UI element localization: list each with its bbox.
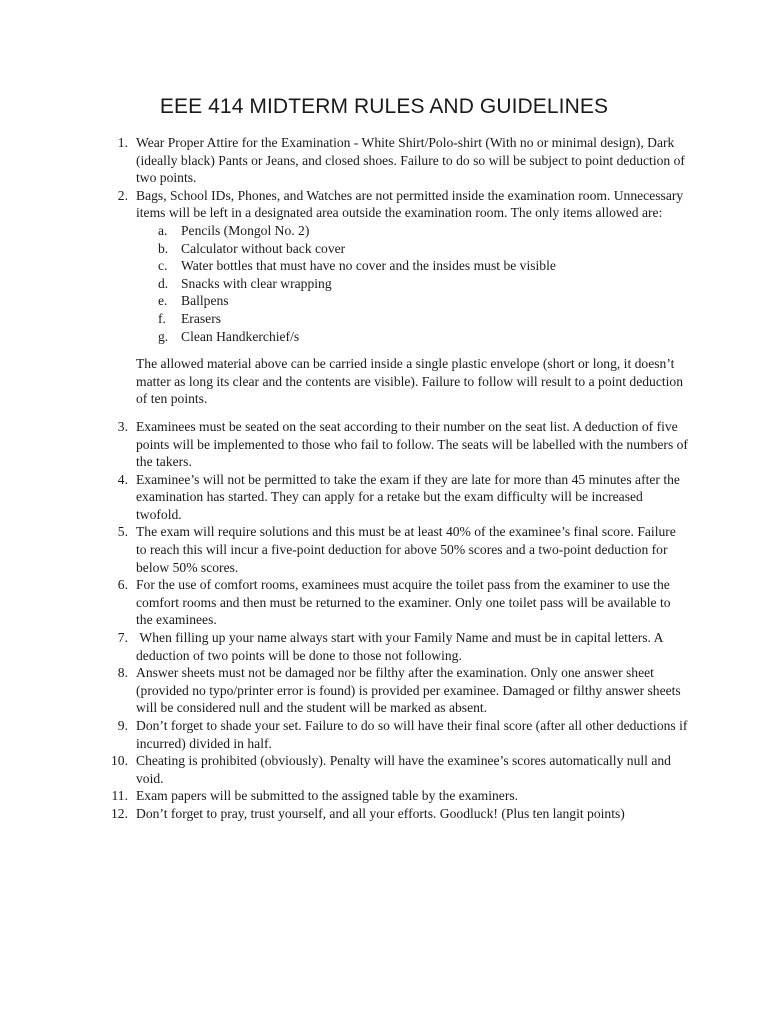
allowed-item-text: Ballpens	[181, 293, 229, 309]
rule-number: 1.	[117, 135, 128, 150]
rule-item	[0, 134, 768, 187]
rule-item	[0, 418, 768, 471]
allowed-item-text: Clean Handkerchief/s	[181, 328, 300, 344]
rule-item	[0, 576, 768, 629]
rule-number: 6.	[117, 577, 128, 593]
allowed-item	[136, 292, 688, 310]
rules-list	[0, 134, 768, 823]
rule-text: Examinees must be seated on the seat according to their number on the seat list. A deduction of five points will be implemented to those who fail to follow. The seats will be labelled with the numbers of the takers.	[136, 418, 688, 470]
rule-number: 4.	[117, 471, 128, 487]
allowed-item-text: Calculator without back cover	[181, 240, 346, 256]
rule-text: For the use of comfort rooms, examinees must acquire the toilet pass from the examiner to use the comfort rooms and then must be returned to the examiner. Only one toilet pass will be available to the examinees.	[136, 577, 671, 628]
rule-text: Exam papers will be submitted to the assigned table by the examiners.	[136, 788, 519, 804]
rule-text: Don’t forget to shade your set. Failure to do so will have their final score (after all other deductions if incurred) divided in half.	[136, 718, 688, 751]
rule-item	[0, 187, 768, 408]
allowed-item-text: Pencils (Mongol No. 2)	[181, 222, 310, 238]
rule-text: Don’t forget to pray, trust yourself, and all your efforts. Goodluck! (Plus ten langit points)	[136, 805, 625, 821]
allowed-item-letter: f.	[158, 310, 166, 326]
allowed-item-letter: d.	[158, 275, 169, 291]
allowed-item	[136, 240, 688, 258]
rule-number: 7.	[117, 630, 128, 646]
rule-item	[0, 664, 768, 717]
rule-text: The exam will require solutions and this must be at least 40% of the examinee’s final score. Failure to reach this will incur a five-point deduction for above 50% scores and a two-point deduction for below 50% scores.	[136, 524, 676, 575]
rule-item	[0, 787, 768, 805]
rule-text: Cheating is prohibited (obviously). Penalty will have the examinee’s scores automatically null and void.	[136, 753, 671, 786]
allowed-item-letter: a.	[158, 222, 168, 238]
rule-number: 9.	[117, 718, 128, 733]
rule-text: When filling up your name always start with your Family Name and must be in capital letters. A deduction of two points will be done to those not following.	[136, 630, 667, 663]
document-title: EEE 414 MIDTERM RULES AND GUIDELINES	[159, 95, 609, 118]
rule-text: Examinee’s will not be permitted to take the exam if they are late for more than 45 minutes after the examination has started. They can apply for a retake but the exam difficulty will be increased twofold.	[136, 471, 680, 522]
allowed-item-text: Water bottles that must have no cover and the insides must be visible	[181, 258, 556, 274]
allowed-item-text: Snacks with clear wrapping	[181, 275, 332, 291]
allowed-item-letter: e.	[158, 293, 168, 309]
allowed-item	[136, 310, 688, 328]
rule-item	[0, 805, 768, 823]
rule-number: 12.	[111, 805, 128, 821]
rule-text: Wear Proper Attire for the Examination - White Shirt/Polo-shirt (With no or minimal design), Dark (ideally black) Pants or Jeans, and closed shoes. Failure to do so will be subject to point deduction of two points.	[136, 135, 685, 186]
rule-item	[0, 629, 768, 664]
allowed-item	[136, 328, 688, 346]
rule-number: 10.	[111, 753, 128, 769]
allowed-items-note: The allowed material above can be carried inside a single plastic envelope (short or long, it doesn’t matter as long its clear and the contents are visible). Failure to follow will result to a point deduction of ten points.	[136, 356, 684, 407]
allowed-item	[136, 275, 688, 293]
rule-number: 5.	[117, 524, 128, 540]
rule-item	[0, 523, 768, 576]
rule-item	[0, 471, 768, 524]
allowed-item	[136, 222, 688, 240]
rule-item	[0, 752, 768, 787]
rule-number: 3.	[117, 418, 128, 434]
allowed-items-list	[136, 222, 688, 345]
rule-text: Answer sheets must not be damaged nor be filthy after the examination. Only one answer sheet (provided no typo/printer error is found) is provided per examinee. Damaged or filthy answer sheets will be considered null and the student will be marked as absent.	[136, 665, 681, 716]
allowed-item-letter: c.	[158, 258, 168, 274]
allowed-item	[136, 257, 688, 275]
rule-number: 11.	[111, 788, 128, 804]
rule-number: 2.	[117, 187, 128, 203]
allowed-item-text: Erasers	[181, 310, 222, 326]
rule-number: 8.	[117, 665, 128, 681]
rule-item	[0, 717, 768, 752]
allowed-item-letter: b.	[158, 240, 169, 256]
allowed-item-letter: g.	[158, 328, 169, 344]
rule-text: Bags, School IDs, Phones, and Watches are not permitted inside the examination room. Unnecessary items will be left in a designated area outside the examination room. The only items allowed are:	[136, 187, 684, 221]
